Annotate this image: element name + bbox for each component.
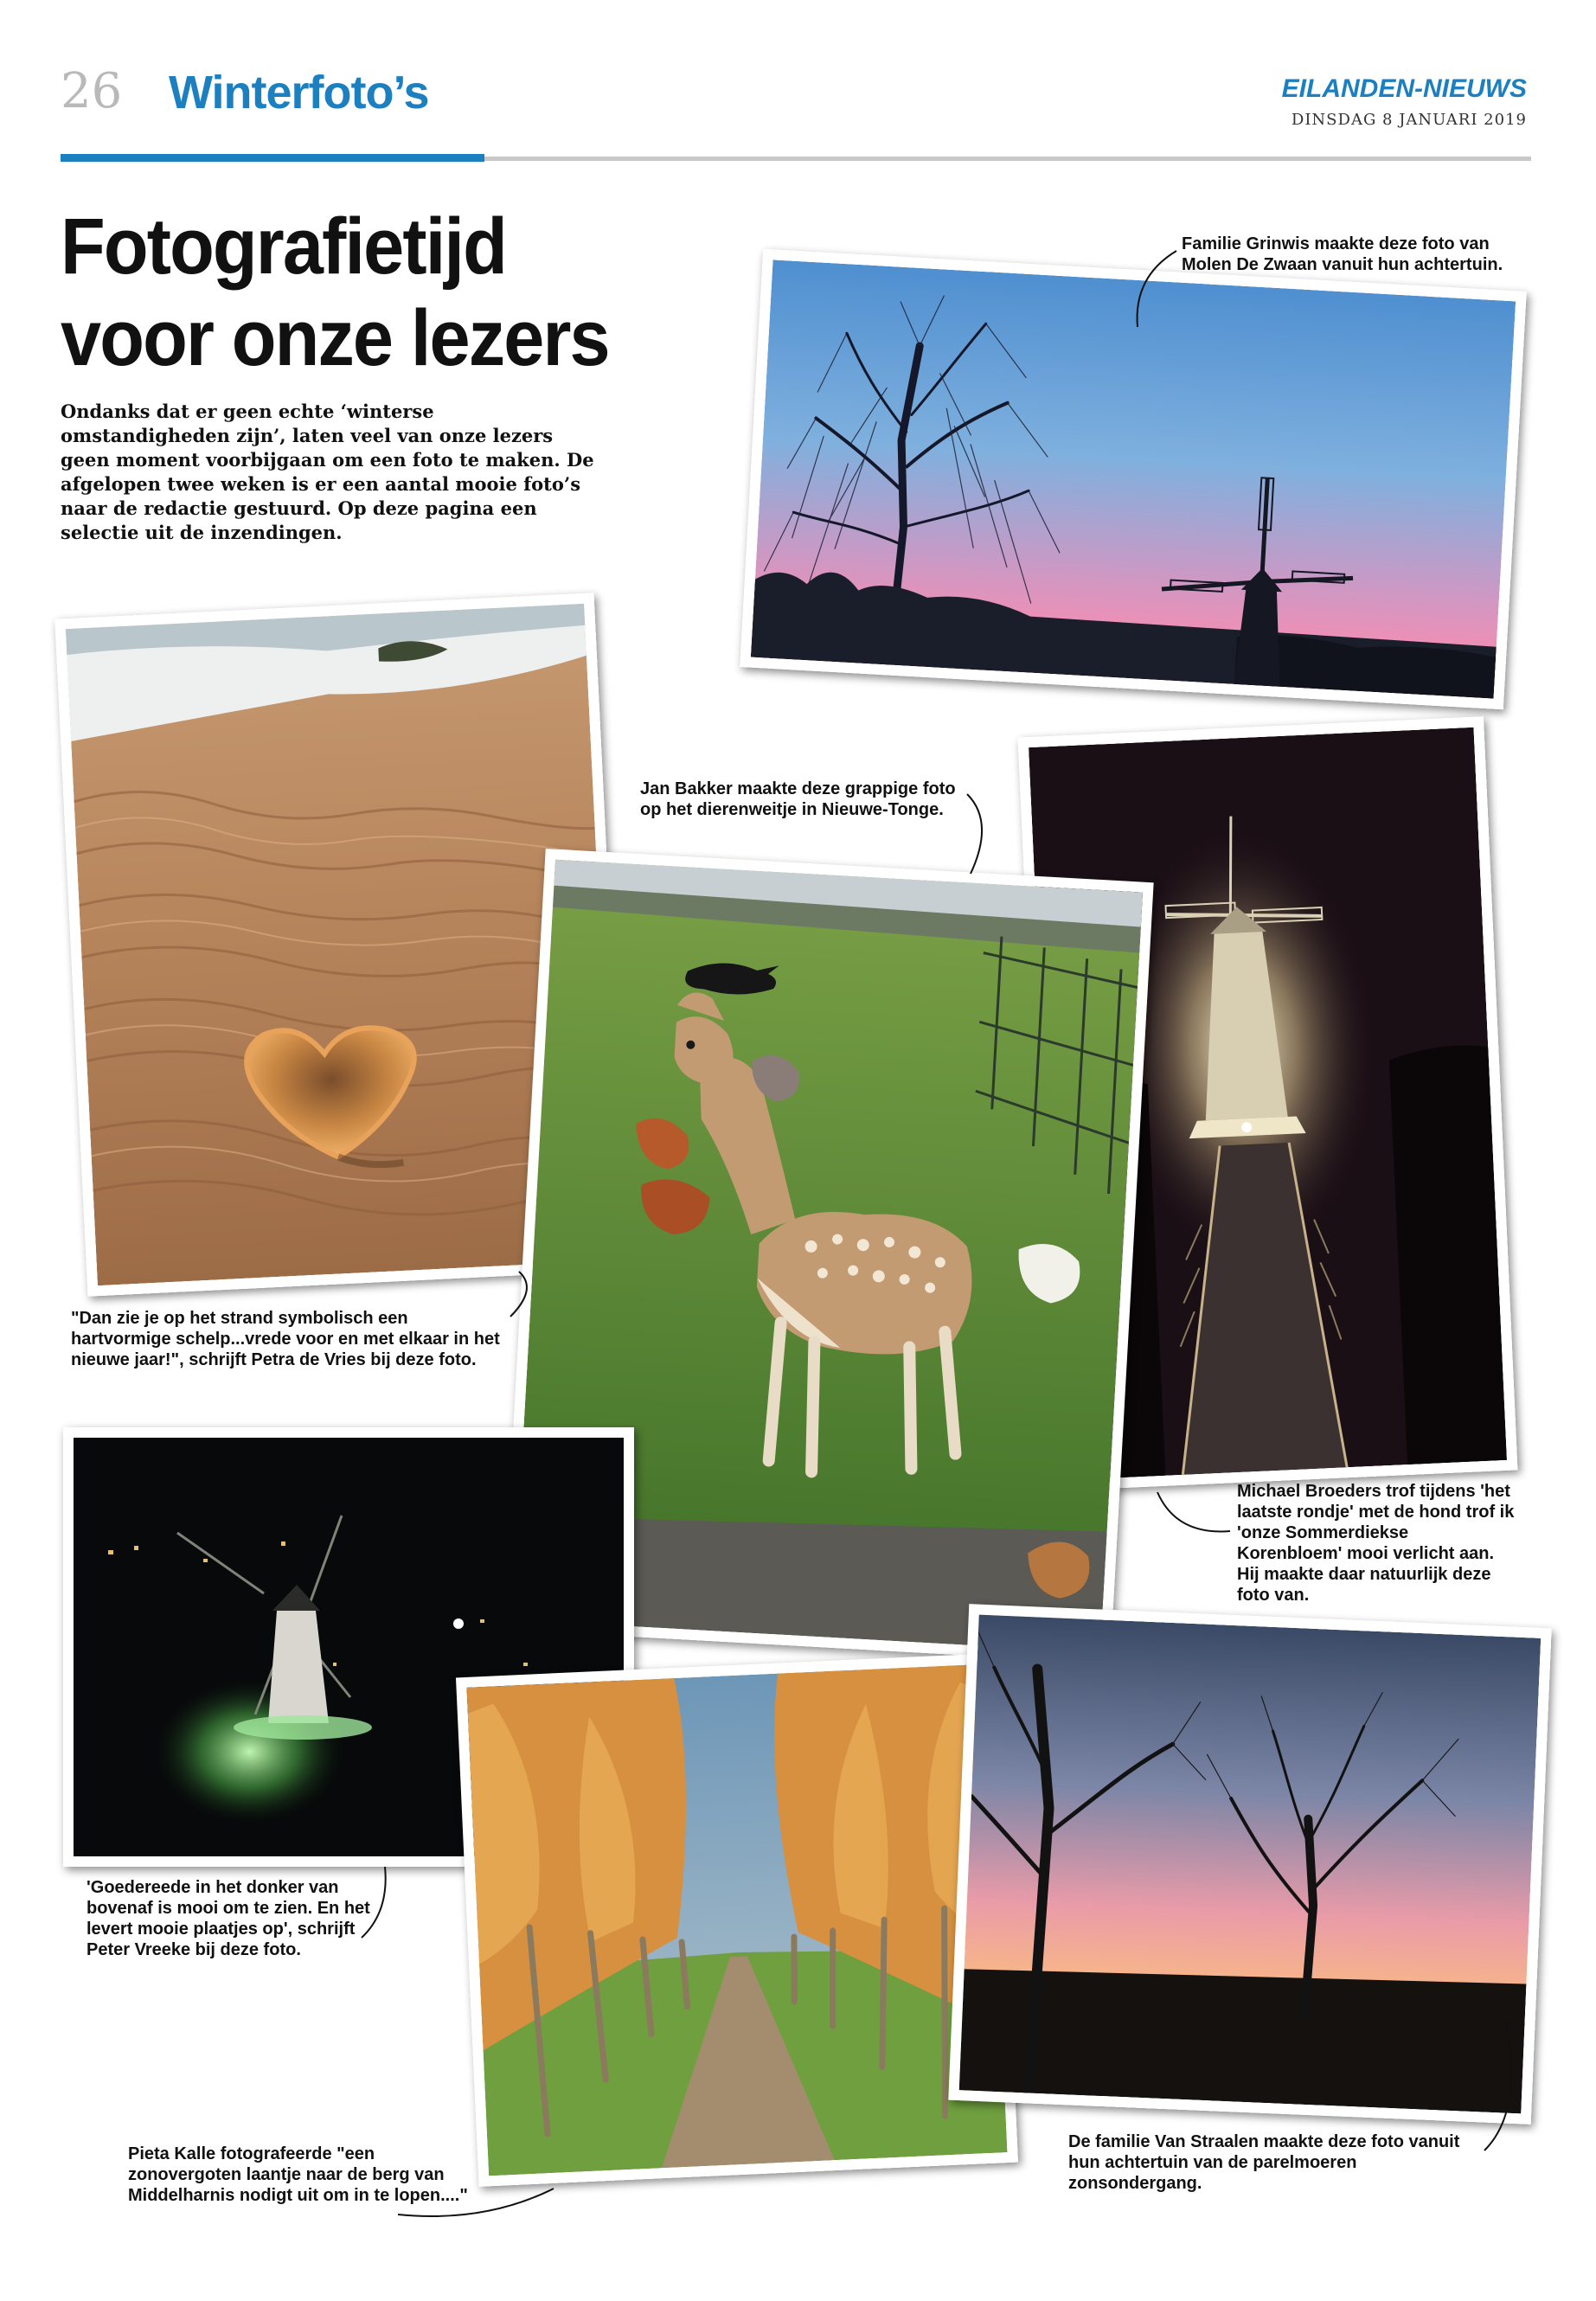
headline-line-1: Fotografietijd <box>61 202 506 291</box>
leader-vanstraalen <box>1484 2017 1511 2150</box>
caption-kalle: Pieta Kalle fotografeerde "een zonovergoten laantje naar de berg van Middelharnis nodigt uit om in te lopen...." <box>128 2144 468 2205</box>
section-title: Winterfoto’s <box>169 67 429 119</box>
leader-grinwis <box>1138 251 1176 327</box>
issue-date: DINSDAG 8 JANUARI 2019 <box>1291 111 1527 129</box>
caption-bakker: Jan Bakker maakte deze grappige foto op het dierenweitje in Nieuwe-Tonge. <box>640 779 956 819</box>
caption-broeders: Michael Broeders trof tijdens 'het laatste rondje' met de hond trof ik 'onze Sommerdiekse Korenbloem' mooi verlicht aan. Hij maakte daar natuurlijk deze foto van. <box>1237 1482 1515 1605</box>
leader-bakker <box>967 794 982 874</box>
caption-vreeke: 'Goedereede in het donker van bovenaf is mooi om te zien. En het levert mooie plaatjes op', schrijft Peter Vreeke bij deze foto. <box>87 1878 370 1959</box>
leader-broeders <box>1157 1492 1230 1531</box>
leader-vreeke <box>362 1867 386 1938</box>
intro-paragraph: Ondanks dat er geen echte ‘winterse omstandigheden zijn’, laten veel van onze lezers geen moment voorbijgaan om een foto te maken. De afgelopen twee weken is er een aantal mooie foto’s naar de redactie gestuurd. Op deze pagina een selectie uit de inzendingen. <box>61 401 594 543</box>
caption-devries: "Dan zie je op het strand symbolisch een hartvormige schelp...vrede voor en met elkaar in het nieuwe jaar!", schrijft Petra de Vries bij deze foto. <box>71 1309 500 1369</box>
headline-line-2: voor onze lezers <box>61 294 609 382</box>
masthead-logo: EILANDEN-NIEUWS <box>1281 74 1527 103</box>
page-number: 26 <box>61 63 123 119</box>
caption-vanstraalen: De familie Van Straalen maakte deze foto vanuit hun achtertuin van de parelmoeren zonsondergang. <box>1068 2132 1460 2193</box>
leader-devries <box>510 1272 527 1317</box>
caption-grinwis: Familie Grinwis maakte deze foto van Molen De Zwaan vanuit hun achtertuin. <box>1182 234 1503 274</box>
leader-kalle <box>398 2189 554 2216</box>
